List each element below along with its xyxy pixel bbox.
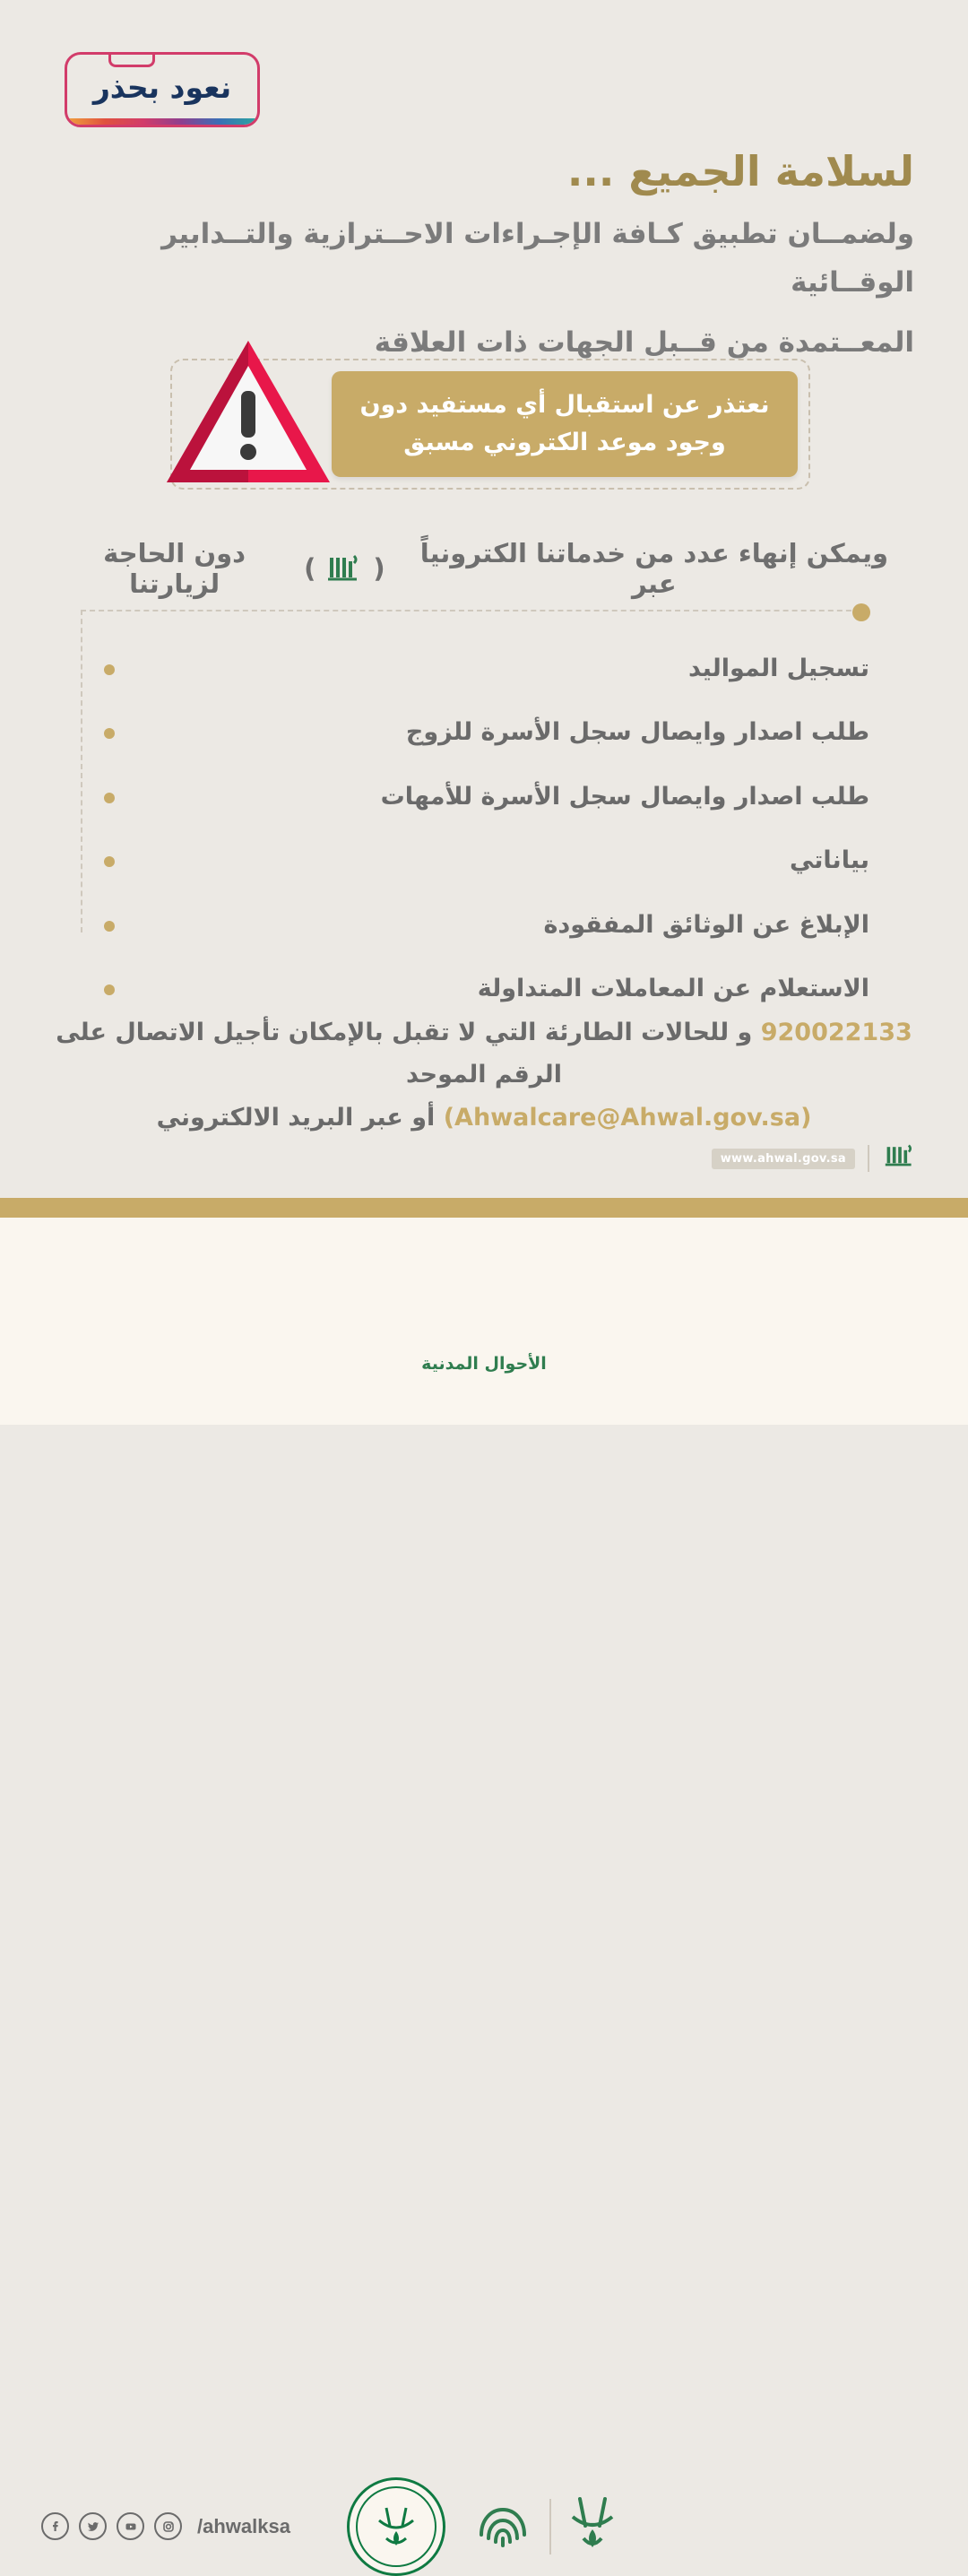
- divider: [868, 1145, 869, 1172]
- list-item-label: الاستعلام عن المعاملات المتداولة: [477, 974, 869, 1002]
- footer-logos: [0, 2477, 968, 2576]
- notice-box: [332, 371, 798, 477]
- notice-text: نعتذر عن استقبال أي مستفيد دون وجود موعد الكتروني مسبق: [359, 391, 770, 456]
- website-url[interactable]: www.ahwal.gov.sa: [712, 1149, 855, 1169]
- ahwal-thumbprint-icon: [469, 2486, 537, 2567]
- list-item: [81, 975, 869, 1003]
- campaign-logo-gradient-bar: [67, 118, 257, 125]
- ahwal-logo-icon: [882, 1141, 918, 1176]
- bullet-dot: [104, 921, 115, 932]
- bullet-dot: [104, 728, 115, 739]
- paren-open: (: [373, 553, 385, 584]
- ahwal-mini-logo-block: [712, 1141, 918, 1176]
- campaign-logo-tab: [108, 54, 155, 67]
- bullet-dot: [104, 856, 115, 867]
- contact-line-1-text: و للحالات الطارئة التي لا تقبل بالإمكان تأجيل الاتصال على الرقم الموحد: [56, 1019, 753, 1089]
- bullet-dot: [104, 984, 115, 995]
- list-item: [81, 783, 869, 811]
- list-item-label: تسجيل المواليد: [687, 655, 869, 682]
- contact-block: [54, 1011, 914, 1139]
- services-heading: [54, 538, 914, 599]
- contact-line-2-text: أو عبر البريد الالكتروني: [156, 1103, 436, 1132]
- page-title: لسلامة الجميع ...: [566, 147, 914, 195]
- gold-divider-bar: [0, 1198, 968, 1218]
- headline-line-1: ولضمــان تطبيق كـافة الإجـراءات الاحــترازية والتــدابير الوقــائية: [161, 218, 914, 299]
- services-dashed-top-line: [81, 610, 869, 612]
- list-item: [81, 846, 869, 875]
- contact-phone[interactable]: 920022133: [760, 1019, 912, 1046]
- services-list-wrap: [81, 603, 869, 1038]
- services-heading-left: دون الحاجة لزيارتنا: [103, 538, 246, 599]
- list-item-label: طلب اصدار وايصال سجل الأسرة للأمهات: [380, 782, 869, 811]
- divider: [549, 2499, 551, 2554]
- list-item: [81, 655, 869, 683]
- contact-line-1: [54, 1011, 914, 1097]
- bullet-dot: [104, 664, 115, 675]
- list-item-label: بياناتي: [789, 846, 869, 875]
- ministry-of-interior-seal: [347, 2477, 445, 2576]
- services-heading-right: ويمكن إنهاء عدد من خدماتنا الكترونياً عبر: [419, 538, 888, 599]
- saudi-emblem-icon: [564, 2486, 621, 2567]
- services-list: [81, 603, 869, 1003]
- footer: [0, 1218, 968, 2537]
- campaign-logo-text: نعود بحذر: [92, 69, 232, 105]
- headline-line-2: المعــتمدة من قــبل الجهات ذات العلاقة: [374, 325, 914, 359]
- ahwal-footer-logo: [469, 2486, 621, 2567]
- campaign-logo: [65, 52, 260, 127]
- social-handle: /ahwalksa: [197, 2514, 290, 2537]
- ahwal-caption: الأحوال المدنية: [421, 1354, 547, 1374]
- notice-section: [170, 359, 810, 490]
- seal-inner-ring: [356, 2486, 436, 2567]
- bullet-dot: [104, 793, 115, 803]
- list-item-label: طلب اصدار وايصال سجل الأسرة للزوج: [405, 718, 869, 747]
- contact-line-2: [54, 1097, 914, 1139]
- paren-close: ): [304, 553, 316, 584]
- services-line-cap: [852, 603, 870, 621]
- ahwal-logo-icon: [324, 551, 364, 586]
- seal-emblem-icon: [368, 2499, 424, 2554]
- warning-triangle-icon: [163, 334, 333, 490]
- list-item: [81, 911, 869, 940]
- list-item-label: الإبلاغ عن الوثائق المفقودة: [543, 910, 869, 939]
- contact-email[interactable]: (Ahwalcare@Ahwal.gov.sa): [443, 1103, 812, 1132]
- list-item: [81, 718, 869, 747]
